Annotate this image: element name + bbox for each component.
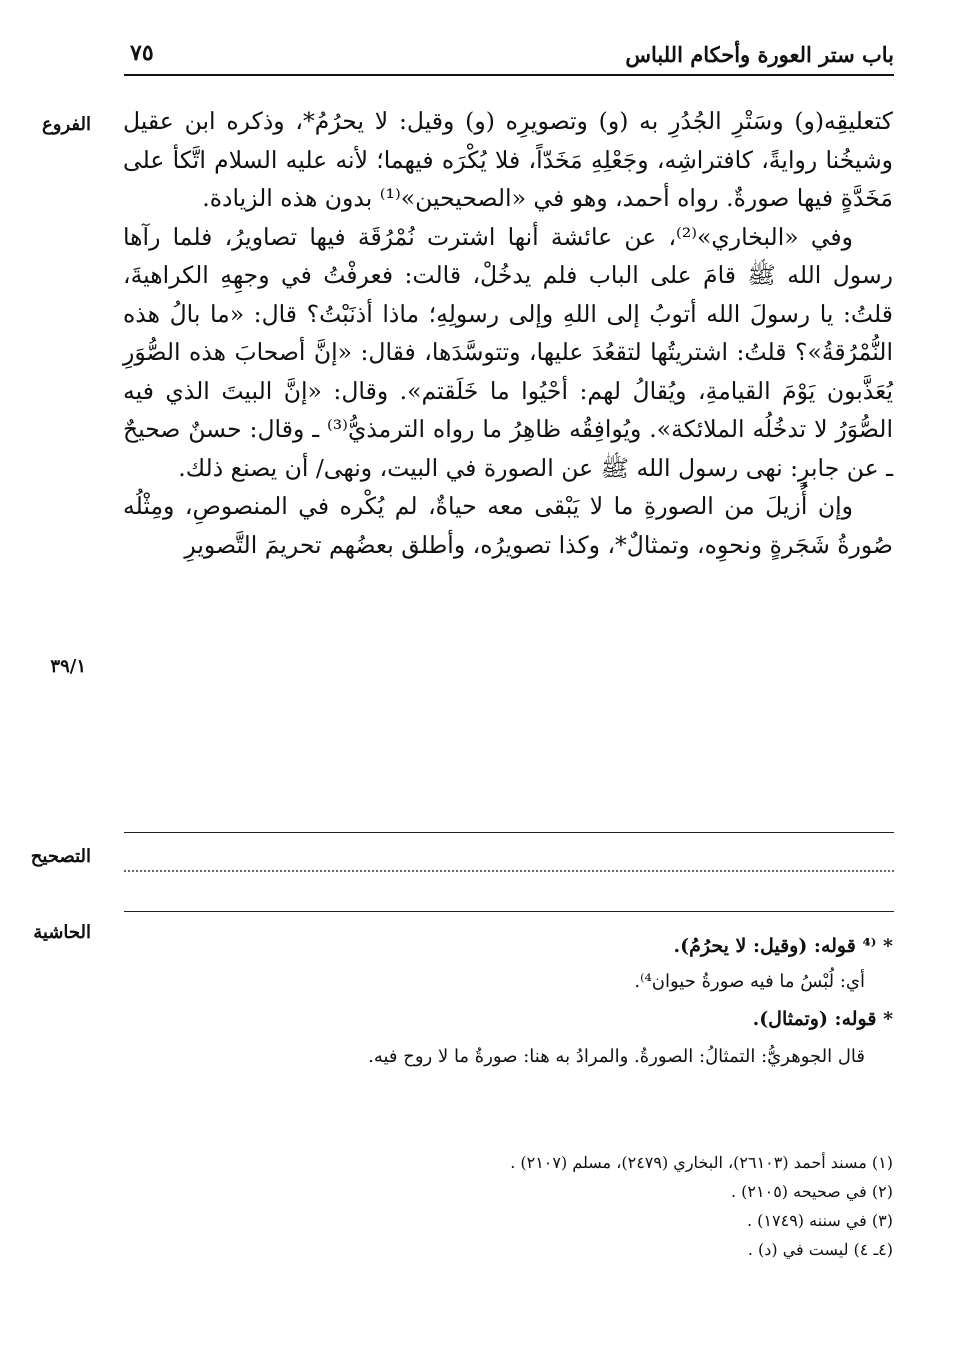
note-heading: * ⁽⁴ قوله: (وقيل: لا يحرُمُ). xyxy=(673,935,893,957)
annotation-label: الحاشية xyxy=(33,922,91,943)
section-label: الفروع xyxy=(42,114,91,135)
annotations xyxy=(123,935,893,1067)
section-divider xyxy=(124,832,894,833)
footnote: (٣) في سننه (١٧٤٩) . xyxy=(746,1211,893,1230)
note-heading: * قوله: (وتمثال). xyxy=(752,1008,893,1030)
paragraph: وإن أُزيلَ من الصورةِ ما لا يَبْقى معه حياةٌ، لم يُكْره في المنصوصِ، ومِثْلُه صُورةُ شَجَرةٍ ونحوِه، وتمثالٌ*، وكذا تصويرُه، وأطلق بعضُهم تحريمَ التَّصويرِ xyxy=(123,492,893,559)
note-text: قال الجوهريُّ: التمثالُ: الصورةُ. والمرادُ به هنا: صورةُ ما لا روح فيه. xyxy=(368,1046,865,1067)
footnote: (٤ـ ٤) ليست في (د) . xyxy=(747,1240,893,1259)
volume-page-marker: ٣٩/١ xyxy=(50,656,86,677)
correction-label: التصحيح xyxy=(30,846,91,867)
chapter-title: باب ستر العورة وأحكام اللباس xyxy=(625,42,894,67)
footnote: (١) مسند أحمد (٢٦١٠٣)، البخاري (٢٤٧٩)، مسلم (٢١٠٧) . xyxy=(510,1153,893,1172)
main-text xyxy=(123,102,893,564)
paragraph: كتعليقِه(و) وسَتْرِ الجُدُرِ به (و) وتصويرِه (و) وقيل: لا يحرُمُ*، وذكره ابن عقيل وشيخُنا روايةً، كافتراشِه، وجَعْلِهِ مَخَدّاً، فلا يُكْرَه فيهما؛ لأنه عليه السلام اتَّكأ على مَخَدَّةٍ فيها صورةٌ. رواه أحمد، وهو في «الصحيحين»⁽¹⁾ بدون هذه الزيادة. xyxy=(123,107,893,212)
correction-dotted-line xyxy=(124,870,894,872)
footnote: (٢) في صحيحه (٢١٠٥) . xyxy=(730,1182,893,1201)
note-text: أي: لُبْسُ ما فيه صورةُ حيوان⁴⁾. xyxy=(634,971,865,992)
footnotes xyxy=(123,1148,893,1264)
paragraph: وفي «البخاري»⁽²⁾، عن عائشة أنها اشترت نُمْرُقَة فيها تصاويرُ، فلما رآها رسول الله ﷺ قامَ على الباب فلم يدخُلْ، قالت: فعرفْتُ في وجهِهِ الكراهيةَ، قلتُ: يا رسولَ الله أتوبُ إلى اللهِ وإلى رسولِهِ؛ ماذا أذنَبْتُ؟ قال: «ما بالُ هذه النُّمْرُقةُ»؟ قلتُ: اشتريتُها لتقعُدَ عليها، وتتوسَّدَها، فقال: «إنَّ أصحابَ هذه الصُّوَرِ يُعَذَّبون يَوْمَ القيامةِ، ويُقالُ لهم: أحْيُوا ما خَلَقتم». وقال: «إنَّ البيتَ الذي فيه الصُّوَرُ لا تدخُلُه الملائكة». ويُوافِقُه ظاهِرُ ما رواه الترمذيُّ⁽³⁾ ـ وقال: حسنٌ صحيحٌ ـ عن جابرٍ: نهى رسول الله ﷺ عن الصورة في البيت، ونهى/ أن يصنع ذلك. xyxy=(123,222,893,482)
section-divider xyxy=(124,911,894,912)
page-header xyxy=(124,38,894,76)
page-number: ٧٥ xyxy=(130,40,154,66)
